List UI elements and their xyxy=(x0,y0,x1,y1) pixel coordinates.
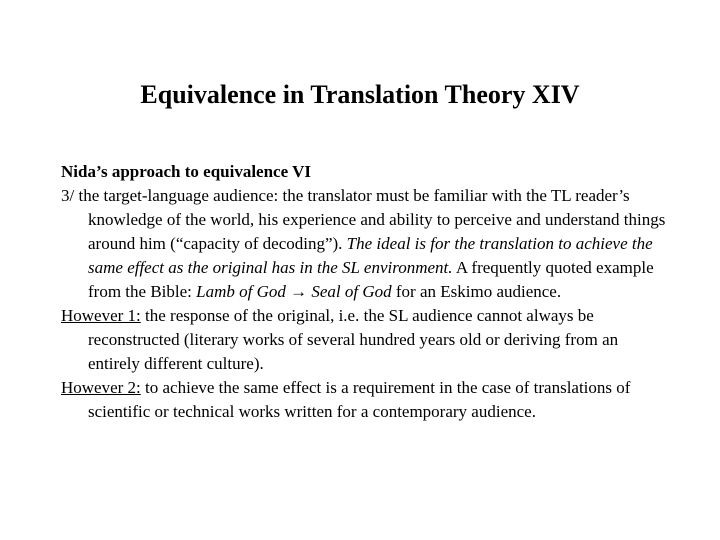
however-2-label: However 2: xyxy=(61,378,141,397)
however-1-text: the response of the original, i.e. the SL audience cannot always be reconstructed (literary works of several hundred years old or deriving from an entirely different culture). xyxy=(88,306,619,373)
point-3-example-lead: A frequently quoted example from the Bible: xyxy=(88,258,654,301)
however-1-paragraph xyxy=(61,304,671,376)
however-2-paragraph xyxy=(61,376,671,424)
point-3-ideal: The ideal is for the translation to achieve the same effect as the original has in the SL environment. xyxy=(88,234,653,277)
point-3-intro: 3/ the target-language audience: the translator must be familiar with the TL reader’s knowledge of the world, his experience and ability to perceive and understand things around him (“capacity of decoding”). xyxy=(61,186,666,253)
slide-title: Equivalence in Translation Theory XIV xyxy=(140,80,580,109)
point-3-paragraph xyxy=(61,184,671,304)
slide-body xyxy=(61,160,671,424)
subheading: Nida’s approach to equivalence VI xyxy=(61,162,311,181)
however-2-text: to achieve the same effect is a requirement in the case of translations of scientific or technical works written for a contemporary audience. xyxy=(88,378,631,421)
point-3-example-tail: for an Eskimo audience. xyxy=(391,282,562,301)
point-3-example: Lamb of God → Seal of God xyxy=(196,282,392,301)
however-1-label: However 1: xyxy=(61,306,141,325)
